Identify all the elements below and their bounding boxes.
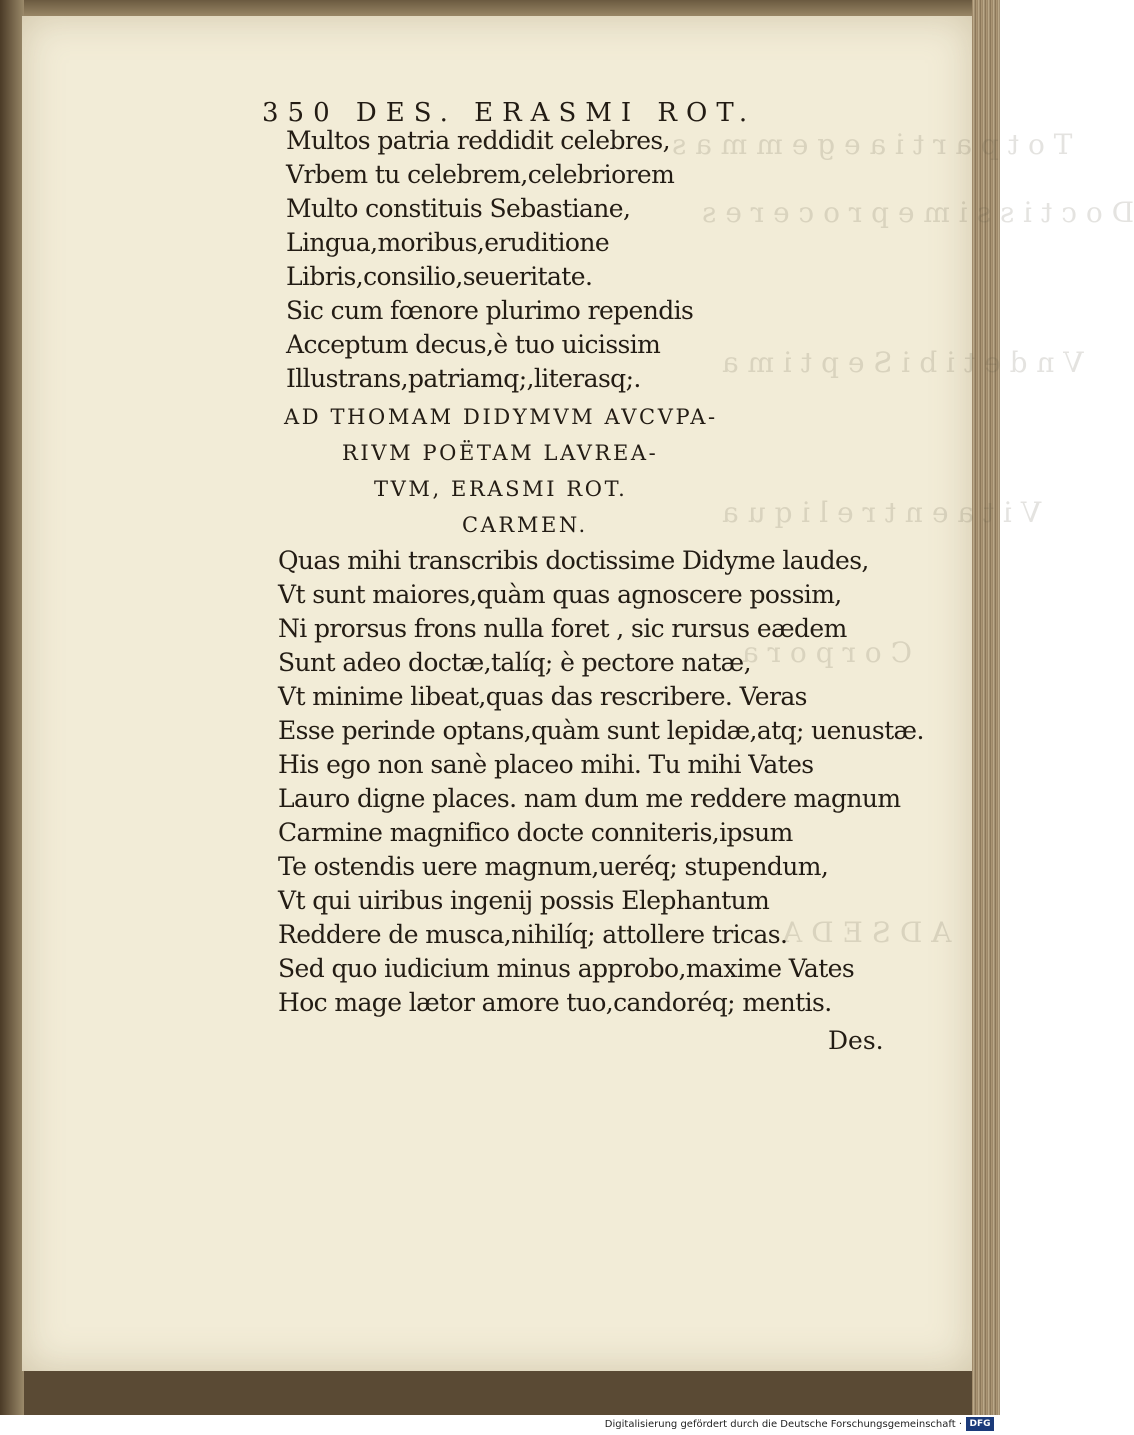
digitization-credit-bar: [0, 1415, 1000, 1435]
digitization-credit: Digitalisierung gefördert durch die Deutsche Forschungsgemeinschaft ·: [604, 1419, 962, 1430]
verse-line: Esse perinde optans,quàm sunt lepidæ,atq; uenustæ.: [278, 716, 924, 745]
verse-line: His ego non sanè placeo mihi. Tu mihi Vates: [278, 750, 814, 779]
poem-heading-line: TVM, ERASMI ROT.: [374, 477, 628, 501]
verse-line: Vt minime libeat,quas das rescribere. Veras: [278, 682, 807, 711]
poem-heading-line: CARMEN.: [462, 513, 588, 537]
verse-line: Acceptum decus,è tuo uicissim: [286, 330, 661, 359]
verse-line: Vt qui uiribus ingenij possis Elephantum: [278, 886, 770, 915]
catchword: Des.: [828, 1026, 884, 1055]
show-through: C o r p o r a: [742, 636, 912, 669]
show-through: A D S E D A: [782, 916, 952, 949]
show-through: T o t p a r t i a e g e m m a s: [672, 128, 1073, 161]
poem-heading-line: AD THOMAM DIDYMVM AVCVPA-: [284, 405, 718, 429]
page-edge-left: [0, 0, 24, 1415]
show-through: D o c t i s s i m e p r o c e r e s: [702, 196, 1134, 229]
verse-line: Te ostendis uere magnum,ueréq; stupendum,: [278, 852, 829, 881]
verse-line: Libris,consilio,seueritate.: [286, 262, 593, 291]
dfg-logo-icon: DFG: [966, 1417, 994, 1431]
running-head: 350 DES. ERASMI ROT.: [262, 98, 757, 128]
verse-line: Multo constituis Sebastiane,: [286, 194, 631, 223]
book-page: [22, 16, 1134, 1371]
verse-line: Sunt adeo doctæ,talíq; è pectore natæ,: [278, 648, 751, 677]
verse-line: Hoc mage lætor amore tuo,candoréq; mentis.: [278, 988, 832, 1017]
verse-line: Illustrans,patriamq;,literasq;.: [286, 364, 641, 393]
verse-line: Vrbem tu celebrem,celebriorem: [286, 160, 675, 189]
show-through: V i t a e n t r e l i q u a: [722, 496, 1042, 529]
verse-line: Lingua,moribus,eruditione: [286, 228, 610, 257]
verse-line: Sed quo iudicium minus approbo,maxime Vates: [278, 954, 855, 983]
verse-line: Reddere de musca,nihilíq; attollere tricas.: [278, 920, 788, 949]
verse-line: Sic cum fœnore plurimo rependis: [286, 296, 694, 325]
verse-line: Quas mihi transcribis doctissime Didyme laudes,: [278, 546, 869, 575]
verse-line: Lauro digne places. nam dum me reddere magnum: [278, 784, 901, 813]
verse-line: Ni prorsus frons nulla foret , sic rursus eædem: [278, 614, 847, 643]
verse-line: Vt sunt maiores,quàm quas agnoscere possim,: [278, 580, 842, 609]
verse-line: Carmine magnifico docte conniteris,ipsum: [278, 818, 793, 847]
show-through: V n d e t i b i S e p t i m a: [722, 346, 1084, 379]
verse-line: Multos patria reddidit celebres,: [286, 126, 670, 155]
poem-heading-line: RIVM POËTAM LAVREA-: [342, 441, 659, 465]
